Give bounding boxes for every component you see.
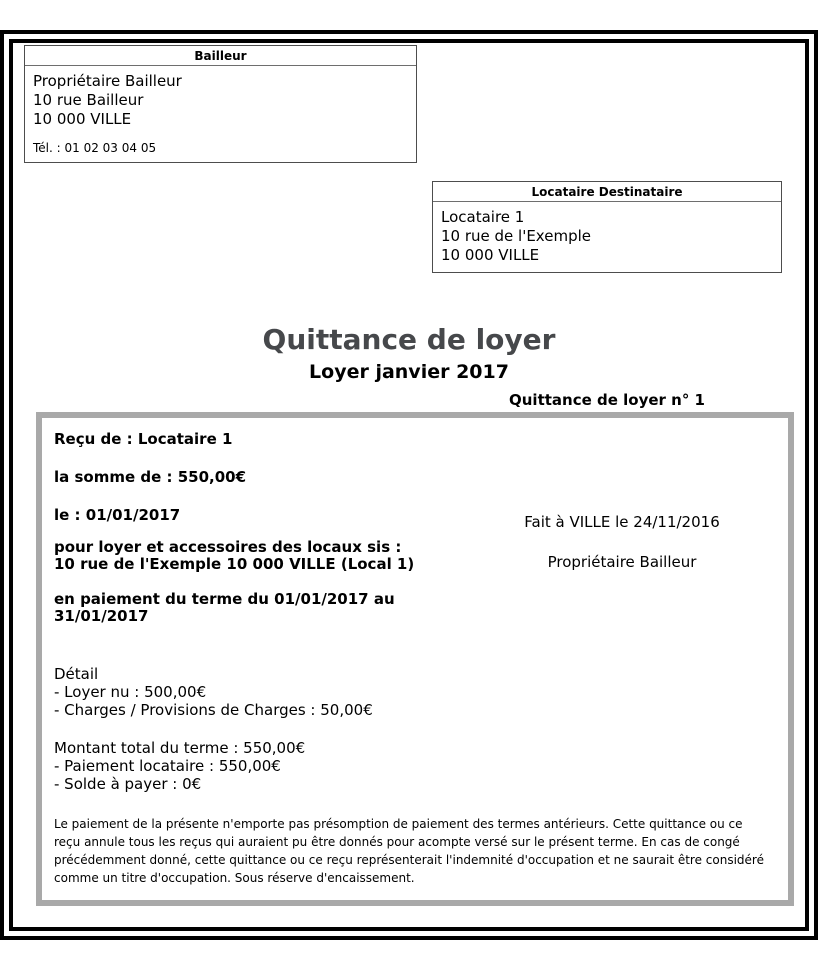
tenant-box-header: Locataire Destinataire	[433, 182, 781, 202]
detail-item-rent: - Loyer nu : 500,00€	[54, 683, 207, 701]
date-line: le : 01/01/2017	[54, 506, 181, 524]
receipt-right-column	[472, 513, 772, 571]
tenant-box-body	[433, 202, 781, 272]
period-line-2: 31/01/2017	[54, 607, 149, 625]
landlord-box-header: Bailleur	[25, 46, 416, 66]
landlord-city: 10 000 VILLE	[33, 110, 132, 128]
totals-block	[54, 739, 474, 793]
landlord-box	[24, 45, 417, 163]
total-line: Montant total du terme : 550,00€	[54, 739, 306, 757]
receipt-number: Quittance de loyer n° 1	[509, 391, 705, 409]
tenant-box	[432, 181, 782, 273]
receipt-page	[0, 30, 818, 940]
tenant-street: 10 rue de l'Exemple	[441, 227, 591, 245]
premises-label: pour loyer et accessoires des locaux sis :	[54, 538, 402, 556]
premises-address: 10 rue de l'Exemple 10 000 VILLE (Local 1)	[54, 555, 415, 573]
tenant-name: Locataire 1	[441, 208, 525, 226]
period-paragraph	[54, 591, 474, 625]
payment-line: - Paiement locataire : 550,00€	[54, 757, 281, 775]
amount-line: la somme de : 550,00€	[54, 468, 247, 486]
landlord-street: 10 rue Bailleur	[33, 91, 144, 109]
balance-line: - Solde à payer : 0€	[54, 775, 202, 793]
detail-item-charges: - Charges / Provisions de Charges : 50,00€	[54, 701, 373, 719]
tenant-city: 10 000 VILLE	[441, 246, 540, 264]
period-line-1: en paiement du terme du 01/01/2017 au	[54, 590, 395, 608]
landlord-name: Propriétaire Bailleur	[33, 72, 182, 90]
detail-header: Détail	[54, 665, 99, 683]
landlord-phone: Tél. : 01 02 03 04 05	[33, 141, 157, 155]
page-subtitle: Loyer janvier 2017	[309, 361, 509, 383]
premises-paragraph	[54, 539, 474, 573]
legal-notice: Le paiement de la présente n'emporte pas présomption de paiement des termes antérieurs. Cette quittance ou ce reçu annule tous les reçus qui auraient pu être donnés pour acompte versé sur le présent terme. En cas de congé précédemment donné, cette quittance ou ce reçu représenterait l'indemnité d'occupation et ne saurait être considéré comme un titre d'occupation. Sous réserve d'encaissement.	[54, 817, 764, 885]
detail-block	[54, 665, 474, 719]
receipt-left-column	[54, 431, 474, 793]
signature-name: Propriétaire Bailleur	[547, 553, 697, 571]
landlord-box-body	[25, 66, 416, 162]
made-at-line: Fait à VILLE le 24/11/2016	[524, 513, 720, 531]
receipt-body-box	[36, 412, 794, 906]
received-from-line: Reçu de : Locataire 1	[54, 430, 233, 448]
page-title: Quittance de loyer	[262, 323, 556, 356]
